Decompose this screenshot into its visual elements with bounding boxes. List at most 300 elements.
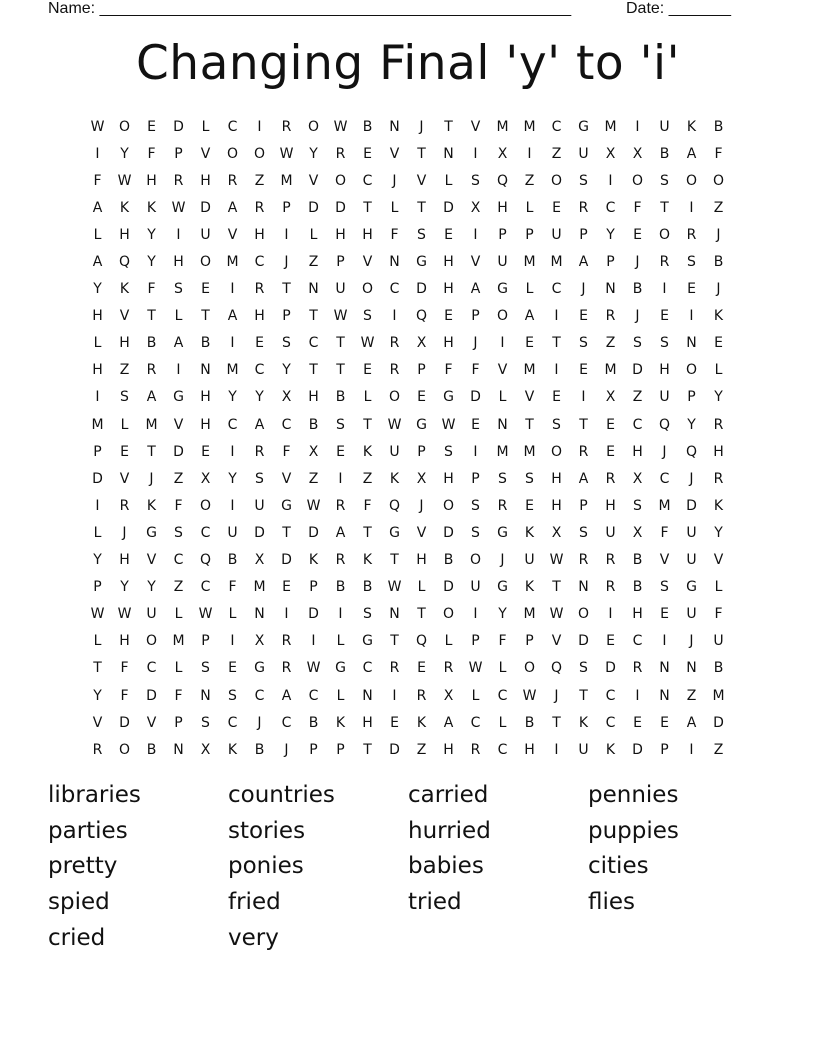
grid-cell[interactable]: O: [226, 145, 239, 162]
grid-cell[interactable]: X: [200, 741, 211, 758]
grid-cell[interactable]: K: [146, 497, 157, 514]
grid-cell[interactable]: S: [201, 714, 210, 731]
grid-cell[interactable]: I: [473, 145, 478, 162]
grid-cell[interactable]: T: [390, 552, 399, 569]
grid-cell[interactable]: T: [147, 443, 156, 460]
grid-cell[interactable]: U: [200, 226, 211, 243]
grid-cell[interactable]: S: [363, 606, 372, 623]
grid-cell[interactable]: W: [306, 497, 321, 514]
grid-cell[interactable]: U: [524, 552, 535, 569]
grid-cell[interactable]: I: [635, 118, 640, 135]
grid-cell[interactable]: O: [631, 172, 644, 189]
grid-cell[interactable]: Q: [388, 497, 401, 514]
grid-cell[interactable]: U: [146, 606, 157, 623]
grid-cell[interactable]: S: [579, 660, 588, 677]
grid-cell[interactable]: B: [308, 416, 319, 433]
grid-cell[interactable]: D: [173, 443, 184, 460]
grid-cell[interactable]: F: [147, 281, 156, 298]
grid-cell[interactable]: A: [146, 389, 157, 406]
grid-cell[interactable]: W: [171, 199, 186, 216]
grid-cell[interactable]: O: [685, 172, 698, 189]
grid-cell[interactable]: I: [662, 633, 667, 650]
grid-cell[interactable]: T: [201, 308, 210, 325]
grid-cell[interactable]: V: [146, 552, 157, 569]
grid-cell[interactable]: M: [496, 118, 509, 135]
grid-cell[interactable]: S: [201, 660, 210, 677]
grid-cell[interactable]: X: [605, 389, 616, 406]
grid-cell[interactable]: V: [146, 714, 157, 731]
grid-cell[interactable]: S: [336, 416, 345, 433]
grid-cell[interactable]: M: [523, 118, 536, 135]
grid-cell[interactable]: Q: [199, 552, 212, 569]
grid-cell[interactable]: R: [713, 416, 724, 433]
grid-cell[interactable]: I: [95, 497, 100, 514]
grid-cell[interactable]: L: [120, 416, 129, 433]
grid-cell[interactable]: P: [471, 470, 480, 487]
grid-cell[interactable]: H: [200, 416, 211, 433]
grid-cell[interactable]: Z: [173, 470, 184, 487]
grid-cell[interactable]: H: [335, 226, 346, 243]
grid-cell[interactable]: E: [525, 497, 534, 514]
grid-cell[interactable]: U: [389, 443, 400, 460]
grid-cell[interactable]: I: [230, 633, 235, 650]
grid-cell[interactable]: D: [578, 633, 589, 650]
grid-cell[interactable]: D: [308, 606, 319, 623]
grid-cell[interactable]: D: [308, 524, 319, 541]
grid-cell[interactable]: O: [712, 172, 725, 189]
grid-cell[interactable]: N: [362, 687, 373, 704]
grid-cell[interactable]: T: [363, 199, 372, 216]
grid-cell[interactable]: P: [579, 497, 588, 514]
grid-cell[interactable]: C: [605, 687, 616, 704]
grid-cell[interactable]: Z: [632, 389, 643, 406]
grid-cell[interactable]: S: [660, 335, 669, 352]
grid-cell[interactable]: P: [525, 226, 534, 243]
grid-cell[interactable]: W: [522, 687, 537, 704]
grid-cell[interactable]: U: [335, 281, 346, 298]
grid-cell[interactable]: N: [659, 687, 670, 704]
grid-cell[interactable]: E: [336, 443, 345, 460]
grid-cell[interactable]: F: [147, 145, 156, 162]
grid-cell[interactable]: Q: [118, 254, 131, 271]
grid-cell[interactable]: L: [525, 199, 534, 216]
grid-cell[interactable]: E: [660, 308, 669, 325]
grid-cell[interactable]: D: [470, 389, 481, 406]
grid-cell[interactable]: V: [470, 254, 481, 271]
grid-cell[interactable]: U: [497, 254, 508, 271]
grid-cell[interactable]: F: [120, 687, 129, 704]
grid-cell[interactable]: T: [579, 687, 588, 704]
grid-cell[interactable]: L: [93, 633, 102, 650]
grid-cell[interactable]: Q: [415, 633, 428, 650]
grid-cell[interactable]: U: [605, 524, 616, 541]
grid-cell[interactable]: I: [554, 308, 559, 325]
grid-cell[interactable]: L: [174, 606, 183, 623]
grid-cell[interactable]: C: [308, 335, 319, 352]
grid-cell[interactable]: E: [417, 660, 426, 677]
grid-cell[interactable]: Y: [93, 281, 102, 298]
grid-cell[interactable]: N: [389, 606, 400, 623]
grid-cell[interactable]: W: [387, 579, 402, 596]
grid-cell[interactable]: J: [662, 443, 667, 460]
grid-cell[interactable]: I: [473, 443, 478, 460]
grid-cell[interactable]: B: [146, 335, 157, 352]
grid-cell[interactable]: T: [552, 335, 561, 352]
grid-cell[interactable]: K: [146, 199, 157, 216]
grid-cell[interactable]: D: [443, 199, 454, 216]
grid-cell[interactable]: I: [554, 741, 559, 758]
grid-cell[interactable]: R: [335, 497, 346, 514]
grid-cell[interactable]: H: [551, 470, 562, 487]
grid-cell[interactable]: I: [338, 470, 343, 487]
grid-cell[interactable]: T: [390, 633, 399, 650]
grid-cell[interactable]: E: [255, 335, 264, 352]
grid-cell[interactable]: Q: [496, 172, 509, 189]
grid-cell[interactable]: F: [228, 579, 237, 596]
grid-cell[interactable]: C: [227, 416, 238, 433]
grid-cell[interactable]: Z: [308, 470, 319, 487]
grid-cell[interactable]: E: [606, 416, 615, 433]
grid-cell[interactable]: Z: [119, 362, 130, 379]
grid-cell[interactable]: X: [632, 524, 643, 541]
grid-cell[interactable]: F: [390, 226, 399, 243]
grid-cell[interactable]: F: [633, 199, 642, 216]
grid-cell[interactable]: K: [713, 308, 724, 325]
grid-cell[interactable]: M: [523, 606, 536, 623]
grid-cell[interactable]: B: [146, 741, 157, 758]
grid-cell[interactable]: M: [253, 579, 266, 596]
grid-cell[interactable]: N: [443, 145, 454, 162]
grid-cell[interactable]: F: [714, 606, 723, 623]
grid-cell[interactable]: C: [632, 416, 643, 433]
grid-cell[interactable]: C: [254, 254, 265, 271]
grid-cell[interactable]: T: [363, 524, 372, 541]
grid-cell[interactable]: R: [254, 443, 265, 460]
grid-cell[interactable]: M: [658, 497, 671, 514]
grid-cell[interactable]: H: [254, 226, 265, 243]
grid-cell[interactable]: I: [689, 741, 694, 758]
grid-cell[interactable]: I: [581, 389, 586, 406]
grid-cell[interactable]: N: [308, 281, 319, 298]
grid-cell[interactable]: A: [92, 254, 103, 271]
grid-cell[interactable]: K: [227, 741, 238, 758]
grid-cell[interactable]: N: [173, 741, 184, 758]
grid-cell[interactable]: O: [550, 172, 563, 189]
grid-cell[interactable]: O: [442, 606, 455, 623]
grid-cell[interactable]: E: [714, 335, 723, 352]
grid-cell[interactable]: T: [552, 714, 561, 731]
grid-cell[interactable]: H: [713, 443, 724, 460]
grid-cell[interactable]: N: [578, 579, 589, 596]
grid-cell[interactable]: Y: [714, 389, 723, 406]
grid-cell[interactable]: Y: [228, 389, 237, 406]
grid-cell[interactable]: T: [336, 335, 345, 352]
grid-cell[interactable]: B: [632, 281, 643, 298]
grid-cell[interactable]: H: [416, 552, 427, 569]
grid-cell[interactable]: H: [200, 172, 211, 189]
grid-cell[interactable]: I: [473, 226, 478, 243]
grid-cell[interactable]: H: [173, 254, 184, 271]
grid-cell[interactable]: S: [471, 524, 480, 541]
grid-cell[interactable]: O: [199, 497, 212, 514]
grid-cell[interactable]: E: [660, 606, 669, 623]
grid-cell[interactable]: M: [523, 443, 536, 460]
grid-cell[interactable]: V: [119, 308, 130, 325]
grid-cell[interactable]: U: [686, 606, 697, 623]
grid-cell[interactable]: Z: [551, 145, 562, 162]
grid-cell[interactable]: R: [605, 308, 616, 325]
grid-cell[interactable]: A: [227, 308, 238, 325]
grid-cell[interactable]: M: [523, 362, 536, 379]
grid-cell[interactable]: H: [119, 335, 130, 352]
grid-cell[interactable]: C: [146, 660, 157, 677]
grid-cell[interactable]: X: [254, 552, 265, 569]
grid-cell[interactable]: I: [392, 687, 397, 704]
grid-cell[interactable]: B: [200, 335, 211, 352]
grid-cell[interactable]: X: [200, 470, 211, 487]
grid-cell[interactable]: P: [336, 254, 345, 271]
grid-cell[interactable]: F: [498, 633, 507, 650]
grid-cell[interactable]: S: [282, 335, 291, 352]
grid-cell[interactable]: C: [281, 416, 292, 433]
grid-cell[interactable]: W: [549, 552, 564, 569]
grid-cell[interactable]: P: [93, 443, 102, 460]
grid-cell[interactable]: I: [635, 687, 640, 704]
grid-cell[interactable]: K: [416, 714, 427, 731]
grid-cell[interactable]: R: [119, 497, 130, 514]
grid-cell[interactable]: A: [92, 199, 103, 216]
grid-cell[interactable]: H: [119, 226, 130, 243]
grid-cell[interactable]: G: [281, 497, 292, 514]
grid-cell[interactable]: H: [443, 470, 454, 487]
grid-cell[interactable]: G: [497, 579, 508, 596]
grid-cell[interactable]: C: [497, 741, 508, 758]
grid-cell[interactable]: N: [686, 660, 697, 677]
grid-cell[interactable]: D: [92, 470, 103, 487]
grid-cell[interactable]: I: [95, 389, 100, 406]
grid-cell[interactable]: T: [525, 416, 534, 433]
grid-cell[interactable]: D: [605, 660, 616, 677]
grid-cell[interactable]: N: [200, 687, 211, 704]
grid-cell[interactable]: I: [230, 497, 235, 514]
grid-cell[interactable]: W: [333, 308, 348, 325]
grid-cell[interactable]: F: [93, 172, 102, 189]
grid-cell[interactable]: L: [336, 633, 345, 650]
grid-cell[interactable]: D: [632, 741, 643, 758]
grid-cell[interactable]: V: [497, 362, 508, 379]
grid-cell[interactable]: E: [552, 389, 561, 406]
grid-cell[interactable]: P: [471, 308, 480, 325]
grid-cell[interactable]: I: [608, 172, 613, 189]
grid-cell[interactable]: R: [632, 660, 643, 677]
grid-cell[interactable]: I: [689, 199, 694, 216]
grid-cell[interactable]: P: [282, 199, 291, 216]
grid-cell[interactable]: X: [632, 470, 643, 487]
grid-cell[interactable]: T: [579, 416, 588, 433]
grid-cell[interactable]: M: [604, 362, 617, 379]
grid-cell[interactable]: B: [362, 118, 373, 135]
grid-cell[interactable]: V: [308, 172, 319, 189]
grid-cell[interactable]: O: [307, 118, 320, 135]
grid-cell[interactable]: R: [389, 335, 400, 352]
grid-cell[interactable]: G: [146, 524, 157, 541]
grid-cell[interactable]: S: [471, 497, 480, 514]
grid-cell[interactable]: Z: [308, 254, 319, 271]
grid-cell[interactable]: H: [146, 172, 157, 189]
grid-cell[interactable]: S: [552, 416, 561, 433]
grid-cell[interactable]: P: [498, 226, 507, 243]
grid-cell[interactable]: S: [660, 172, 669, 189]
grid-cell[interactable]: H: [308, 389, 319, 406]
grid-cell[interactable]: H: [254, 308, 265, 325]
grid-cell[interactable]: I: [473, 606, 478, 623]
grid-cell[interactable]: O: [118, 741, 131, 758]
grid-cell[interactable]: R: [389, 660, 400, 677]
grid-cell[interactable]: J: [284, 254, 289, 271]
grid-cell[interactable]: S: [660, 579, 669, 596]
grid-cell[interactable]: L: [363, 389, 372, 406]
grid-cell[interactable]: E: [687, 281, 696, 298]
grid-cell[interactable]: D: [200, 199, 211, 216]
grid-cell[interactable]: M: [145, 416, 158, 433]
grid-cell[interactable]: T: [363, 416, 372, 433]
grid-cell[interactable]: H: [443, 281, 454, 298]
grid-cell[interactable]: E: [201, 281, 210, 298]
grid-cell[interactable]: H: [632, 606, 643, 623]
grid-cell[interactable]: Y: [606, 226, 615, 243]
grid-cell[interactable]: Y: [120, 579, 129, 596]
grid-cell[interactable]: H: [443, 741, 454, 758]
grid-cell[interactable]: V: [389, 145, 400, 162]
grid-cell[interactable]: Y: [498, 606, 507, 623]
grid-cell[interactable]: C: [551, 118, 562, 135]
grid-cell[interactable]: U: [551, 226, 562, 243]
grid-cell[interactable]: Z: [686, 687, 697, 704]
grid-cell[interactable]: S: [579, 172, 588, 189]
grid-cell[interactable]: E: [633, 226, 642, 243]
grid-cell[interactable]: I: [230, 335, 235, 352]
grid-cell[interactable]: R: [578, 552, 589, 569]
grid-cell[interactable]: I: [662, 281, 667, 298]
grid-cell[interactable]: V: [551, 633, 562, 650]
grid-cell[interactable]: U: [686, 524, 697, 541]
grid-cell[interactable]: B: [443, 552, 454, 569]
grid-cell[interactable]: O: [469, 552, 482, 569]
grid-cell[interactable]: V: [524, 389, 535, 406]
grid-cell[interactable]: R: [470, 741, 481, 758]
grid-cell[interactable]: E: [606, 443, 615, 460]
grid-cell[interactable]: C: [605, 199, 616, 216]
grid-cell[interactable]: L: [201, 118, 210, 135]
grid-cell[interactable]: N: [605, 281, 616, 298]
grid-cell[interactable]: K: [119, 199, 130, 216]
grid-cell[interactable]: E: [471, 416, 480, 433]
grid-cell[interactable]: J: [257, 714, 262, 731]
grid-cell[interactable]: H: [659, 362, 670, 379]
grid-cell[interactable]: F: [444, 362, 453, 379]
grid-cell[interactable]: G: [416, 416, 427, 433]
grid-cell[interactable]: T: [552, 579, 561, 596]
grid-cell[interactable]: U: [659, 118, 670, 135]
grid-cell[interactable]: V: [281, 470, 292, 487]
grid-cell[interactable]: S: [525, 470, 534, 487]
grid-cell[interactable]: I: [338, 606, 343, 623]
grid-cell[interactable]: W: [279, 145, 294, 162]
grid-cell[interactable]: O: [496, 308, 509, 325]
grid-cell[interactable]: L: [498, 389, 507, 406]
grid-cell[interactable]: T: [147, 308, 156, 325]
grid-cell[interactable]: G: [686, 579, 697, 596]
grid-cell[interactable]: B: [713, 254, 724, 271]
grid-cell[interactable]: X: [281, 389, 292, 406]
grid-cell[interactable]: L: [174, 308, 183, 325]
grid-cell[interactable]: H: [605, 497, 616, 514]
grid-cell[interactable]: C: [227, 714, 238, 731]
grid-cell[interactable]: W: [117, 172, 132, 189]
grid-cell[interactable]: T: [417, 199, 426, 216]
grid-cell[interactable]: T: [309, 308, 318, 325]
grid-cell[interactable]: F: [660, 524, 669, 541]
grid-cell[interactable]: M: [523, 254, 536, 271]
grid-cell[interactable]: R: [443, 660, 454, 677]
grid-cell[interactable]: L: [471, 687, 480, 704]
grid-cell[interactable]: C: [659, 470, 670, 487]
grid-cell[interactable]: J: [122, 524, 127, 541]
grid-cell[interactable]: P: [417, 362, 426, 379]
grid-cell[interactable]: Y: [93, 687, 102, 704]
grid-cell[interactable]: H: [119, 633, 130, 650]
grid-cell[interactable]: X: [551, 524, 562, 541]
grid-cell[interactable]: A: [443, 714, 454, 731]
grid-cell[interactable]: B: [713, 118, 724, 135]
grid-cell[interactable]: H: [443, 254, 454, 271]
grid-cell[interactable]: I: [554, 362, 559, 379]
grid-cell[interactable]: X: [254, 633, 265, 650]
grid-cell[interactable]: F: [120, 660, 129, 677]
grid-cell[interactable]: J: [500, 552, 505, 569]
grid-cell[interactable]: U: [659, 389, 670, 406]
grid-cell[interactable]: I: [689, 308, 694, 325]
grid-cell[interactable]: R: [686, 226, 697, 243]
grid-cell[interactable]: T: [93, 660, 102, 677]
grid-cell[interactable]: P: [309, 579, 318, 596]
grid-cell[interactable]: Q: [685, 443, 698, 460]
grid-cell[interactable]: P: [660, 741, 669, 758]
grid-cell[interactable]: D: [389, 741, 400, 758]
grid-cell[interactable]: G: [254, 660, 265, 677]
grid-cell[interactable]: E: [417, 389, 426, 406]
grid-cell[interactable]: E: [579, 362, 588, 379]
grid-cell[interactable]: R: [605, 470, 616, 487]
grid-cell[interactable]: C: [200, 579, 211, 596]
grid-cell[interactable]: N: [659, 660, 670, 677]
grid-cell[interactable]: I: [230, 281, 235, 298]
grid-cell[interactable]: Z: [524, 172, 535, 189]
grid-cell[interactable]: F: [282, 443, 291, 460]
grid-cell[interactable]: R: [146, 362, 157, 379]
grid-cell[interactable]: E: [606, 633, 615, 650]
grid-cell[interactable]: R: [578, 199, 589, 216]
grid-cell[interactable]: R: [416, 687, 427, 704]
grid-cell[interactable]: I: [176, 362, 181, 379]
grid-cell[interactable]: P: [174, 714, 183, 731]
grid-cell[interactable]: A: [281, 687, 292, 704]
grid-cell[interactable]: G: [416, 254, 427, 271]
grid-cell[interactable]: V: [416, 524, 427, 541]
grid-cell[interactable]: R: [92, 741, 103, 758]
grid-cell[interactable]: R: [254, 281, 265, 298]
grid-cell[interactable]: O: [658, 226, 671, 243]
